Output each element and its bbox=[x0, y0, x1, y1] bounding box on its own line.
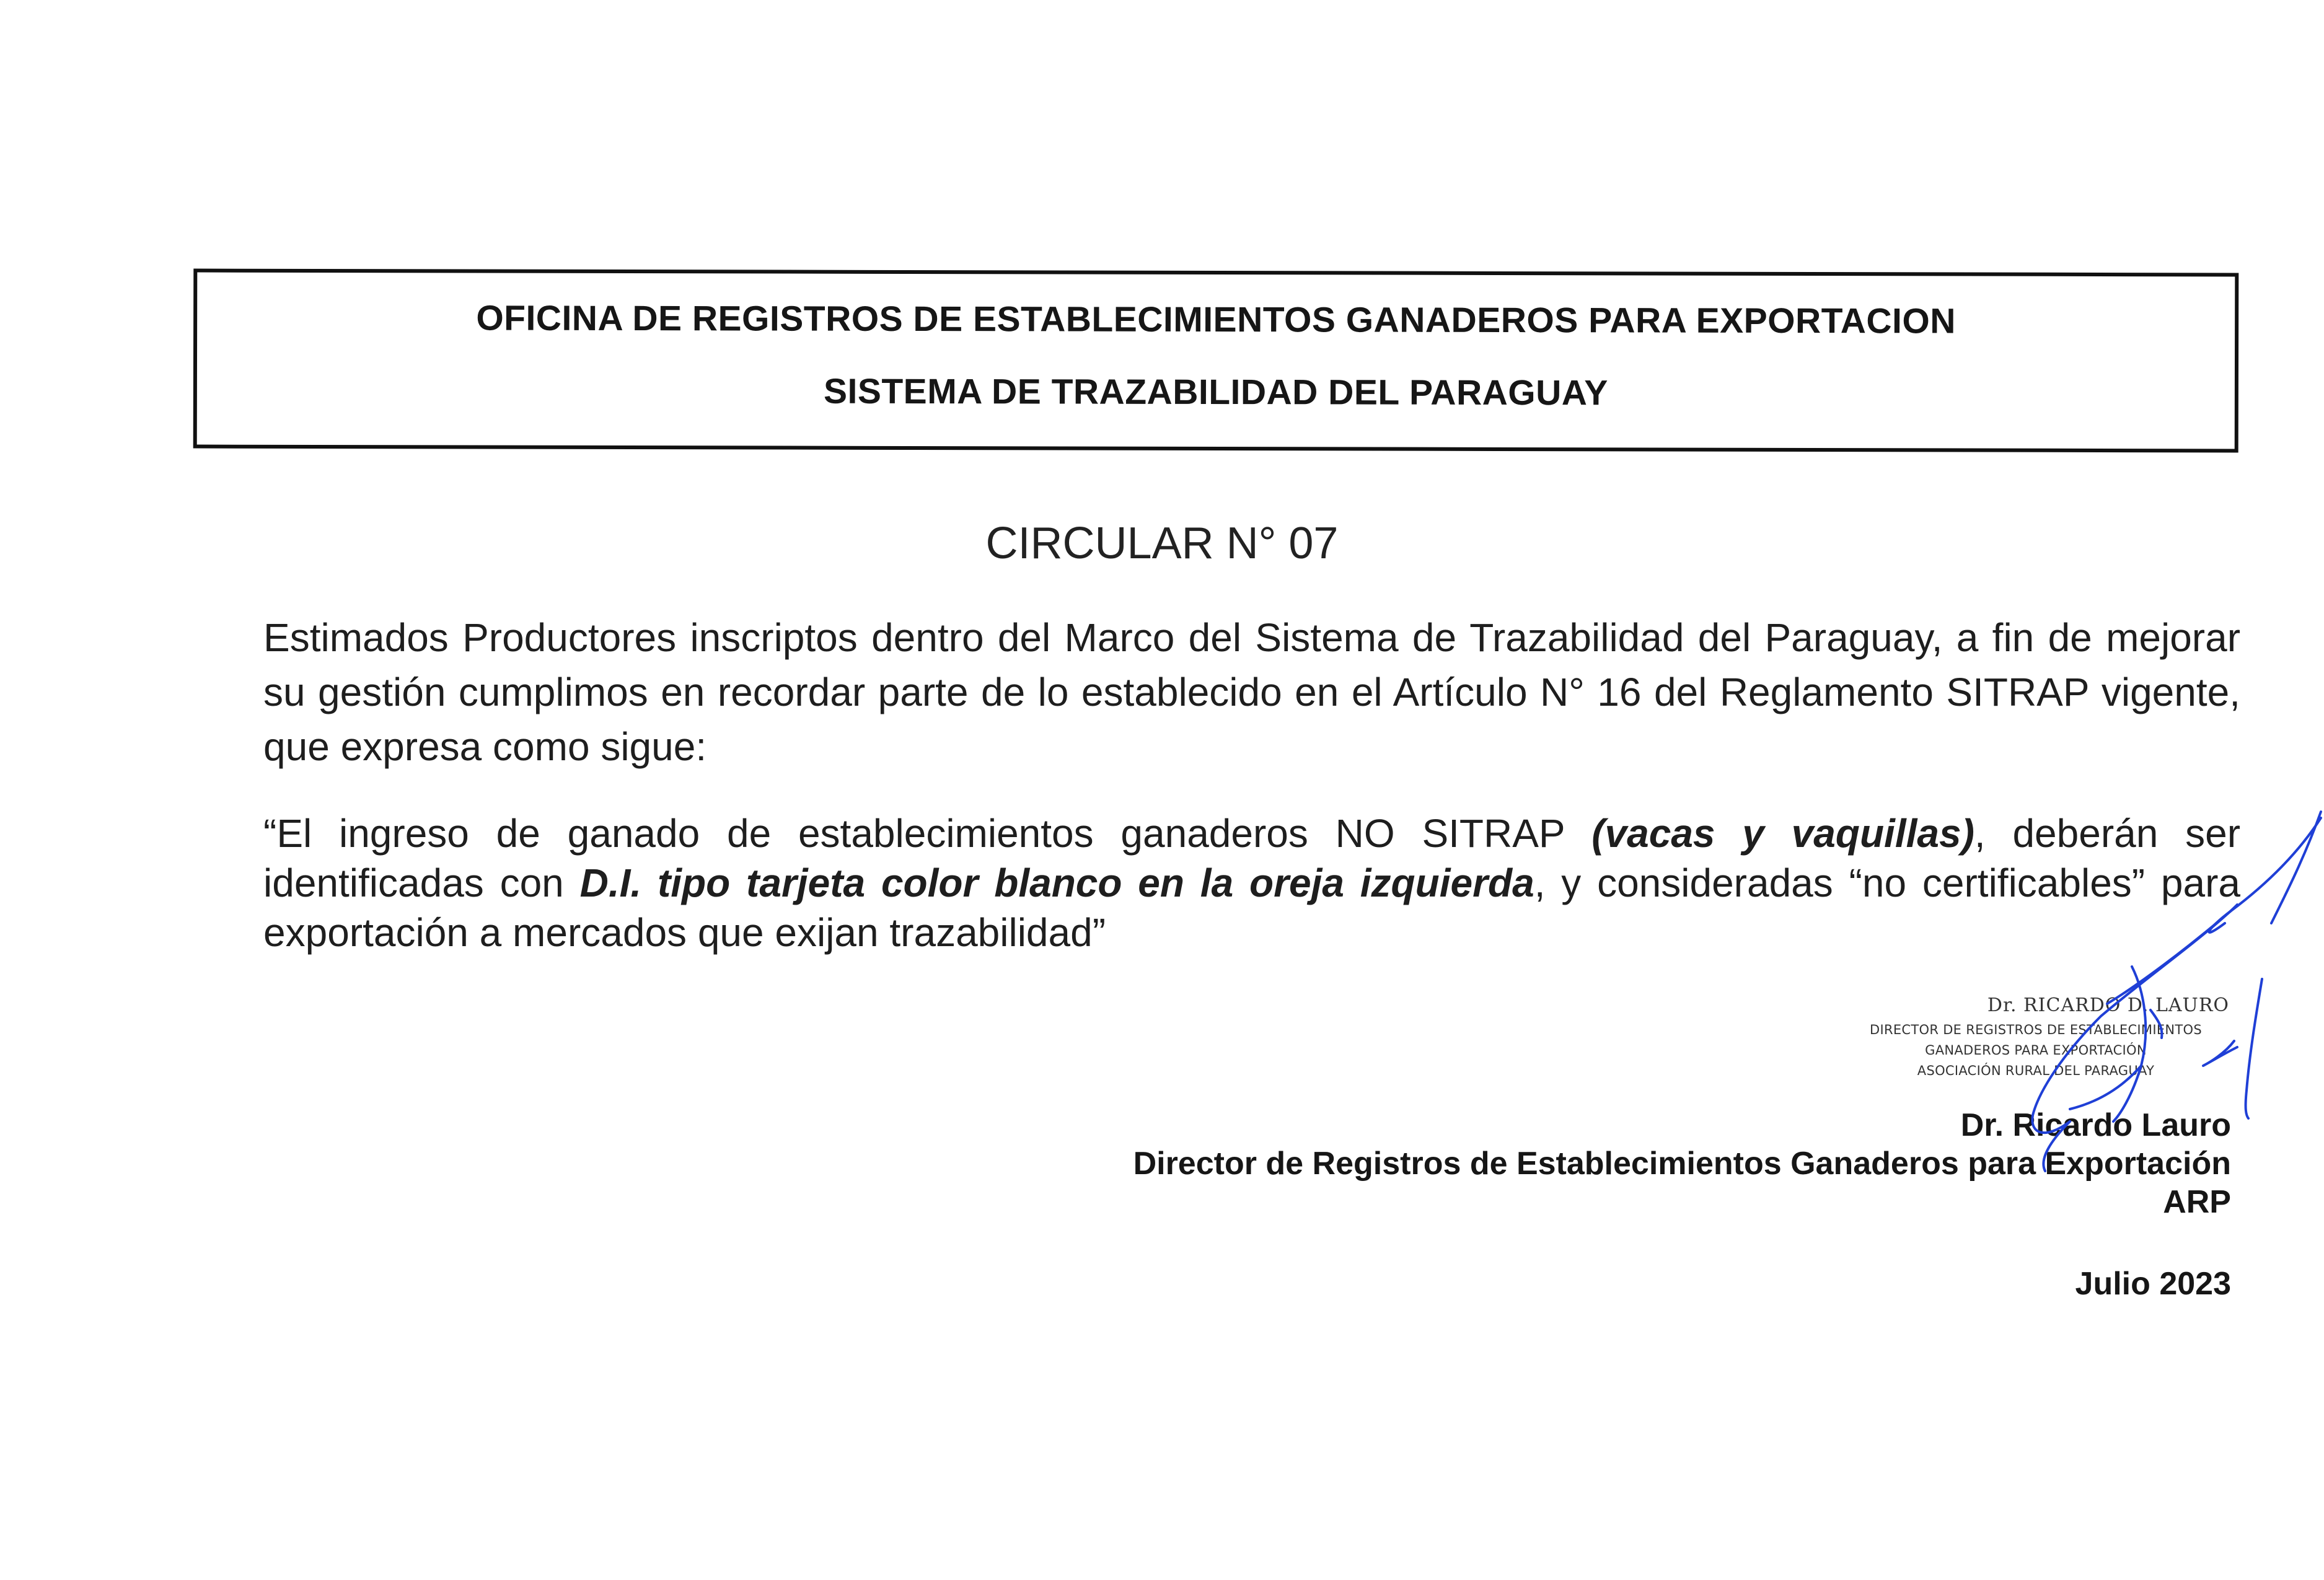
system-title: SISTEMA DE TRAZABILIDAD DEL PARAGUAY bbox=[823, 371, 1608, 413]
header-box bbox=[193, 269, 2239, 453]
signature-stroke bbox=[2246, 979, 2262, 1118]
intro-paragraph: Estimados Productores inscriptos dentro del Marco del Sistema de Trazabilidad del Paraguay, a fin de mejorar su gestión cumplimos en recordar parte de lo establecido en el Artículo N° 16 del Reglamento SITRAP vigente, que expresa como sigue: bbox=[263, 615, 2240, 769]
official-stamp bbox=[1776, 994, 2247, 1081]
document-date: Julio 2023 bbox=[2075, 1266, 2231, 1302]
signatory-org: ARP bbox=[2163, 1184, 2231, 1220]
office-title: OFICINA DE REGISTROS DE ESTABLECIMIENTOS GANADEROS PARA EXPORTACION bbox=[476, 298, 1956, 341]
quote-text-1: “El ingreso de ganado de establecimientos ganaderos NO SITRAP bbox=[263, 811, 1592, 856]
circular-number: CIRCULAR N° 07 bbox=[985, 519, 1339, 568]
stamp-line-2: GANADEROS PARA EXPORTACIÓN bbox=[1925, 1043, 2147, 1058]
quote-emphasis-2: D.I. tipo tarjeta color blanco en la oreja izquierda bbox=[579, 861, 1534, 905]
signatory-name: Dr. Ricardo Lauro bbox=[1960, 1107, 2231, 1143]
stamp-name: Dr. RICARDO D. LAURO bbox=[1987, 994, 2229, 1016]
quote-text-2: , deberán ser identificadas con bbox=[263, 811, 2241, 905]
quoted-article-paragraph bbox=[263, 809, 2240, 957]
stamp-line-3: ASOCIACIÓN RURAL DEL PARAGUAY bbox=[1917, 1063, 2155, 1078]
stamp-line-1: DIRECTOR DE REGISTROS DE ESTABLECIMIENTOS bbox=[1869, 1022, 2203, 1037]
signatory-block bbox=[1133, 1106, 2231, 1221]
signature-stroke bbox=[2271, 812, 2321, 923]
quote-text-3: , y consideradas “no certificables” para exportación a mercados que exijan trazabilidad” bbox=[263, 861, 2241, 955]
quote-emphasis-1: (vacas y vaquillas) bbox=[1591, 811, 1974, 856]
circular-heading bbox=[93, 518, 2324, 569]
signatory-title: Director de Registros de Establecimientos Ganaderos para Exportación bbox=[1133, 1146, 2231, 1182]
